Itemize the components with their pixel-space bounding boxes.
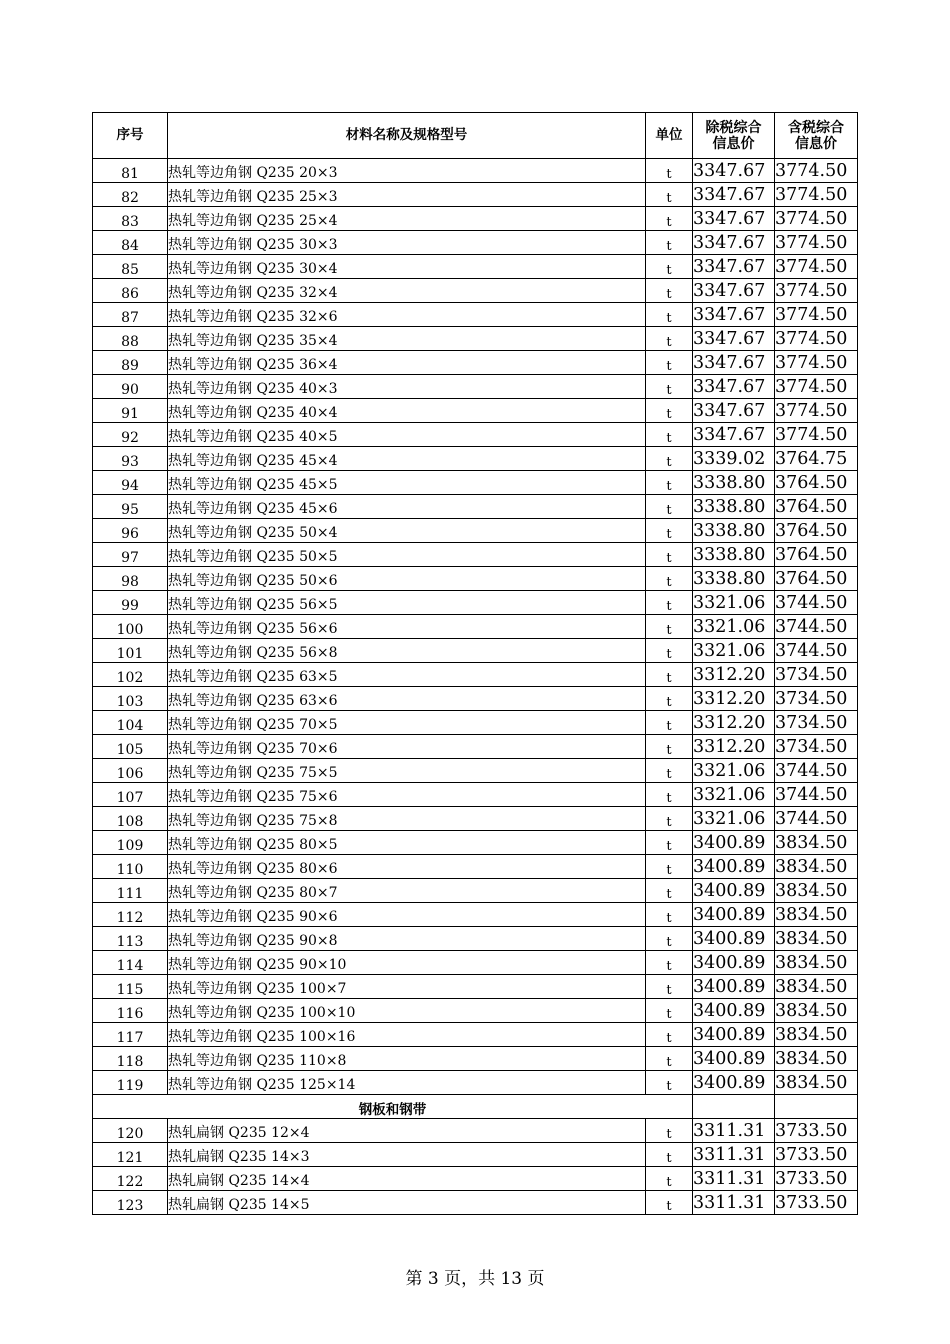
row-price-ex-tax: 3347.67: [693, 351, 775, 375]
row-unit: t: [646, 1191, 693, 1215]
row-seq: 90: [93, 375, 168, 399]
row-price-ex-tax: 3400.89: [693, 927, 775, 951]
row-seq: 120: [93, 1119, 168, 1143]
header-name: 材料名称及规格型号: [168, 113, 646, 159]
row-material-name: 热轧等边角钢 Q235 80×7: [168, 879, 646, 903]
row-material-name: 热轧等边角钢 Q235 56×8: [168, 639, 646, 663]
row-seq: 104: [93, 711, 168, 735]
table-row: [93, 567, 858, 591]
table-row: [93, 1047, 858, 1071]
row-material-name: 热轧等边角钢 Q235 40×3: [168, 375, 646, 399]
table-row: [93, 951, 858, 975]
row-material-name: 热轧等边角钢 Q235 75×5: [168, 759, 646, 783]
row-material-name: 热轧等边角钢 Q235 30×3: [168, 231, 646, 255]
row-price-inc-tax: 3733.50: [775, 1191, 858, 1215]
row-price-ex-tax: 3321.06: [693, 783, 775, 807]
row-unit: t: [646, 447, 693, 471]
row-material-name: 热轧扁钢 Q235 14×3: [168, 1143, 646, 1167]
header-price-inc-tax: [775, 113, 858, 159]
row-unit: t: [646, 783, 693, 807]
table-row: [93, 159, 858, 183]
row-unit: t: [646, 471, 693, 495]
row-material-name: 热轧扁钢 Q235 14×5: [168, 1191, 646, 1215]
row-price-inc-tax: 3744.50: [775, 591, 858, 615]
row-material-name: 热轧等边角钢 Q235 50×6: [168, 567, 646, 591]
table-row: [93, 327, 858, 351]
row-price-ex-tax: 3339.02: [693, 447, 775, 471]
row-seq: 92: [93, 423, 168, 447]
header-price-ex-tax-line2: 信息价: [712, 135, 755, 152]
row-price-inc-tax: 3764.50: [775, 495, 858, 519]
row-price-inc-tax: 3834.50: [775, 975, 858, 999]
row-material-name: 热轧等边角钢 Q235 50×5: [168, 543, 646, 567]
row-material-name: 热轧等边角钢 Q235 45×5: [168, 471, 646, 495]
table-row: [93, 663, 858, 687]
row-price-ex-tax: 3311.31: [693, 1143, 775, 1167]
row-price-ex-tax: 3321.06: [693, 615, 775, 639]
table-row: [93, 927, 858, 951]
row-material-name: 热轧扁钢 Q235 12×4: [168, 1119, 646, 1143]
table-row: [93, 903, 858, 927]
row-seq: 107: [93, 783, 168, 807]
row-material-name: 热轧等边角钢 Q235 35×4: [168, 327, 646, 351]
row-price-ex-tax: 3400.89: [693, 879, 775, 903]
row-price-ex-tax: 3400.89: [693, 1071, 775, 1095]
row-seq: 81: [93, 159, 168, 183]
row-seq: 82: [93, 183, 168, 207]
row-unit: t: [646, 903, 693, 927]
row-material-name: 热轧等边角钢 Q235 100×7: [168, 975, 646, 999]
row-price-inc-tax: 3744.50: [775, 615, 858, 639]
row-seq: 117: [93, 1023, 168, 1047]
row-price-inc-tax: 3774.50: [775, 159, 858, 183]
table-row: [93, 807, 858, 831]
table-row: [93, 231, 858, 255]
row-price-ex-tax: 3400.89: [693, 999, 775, 1023]
row-material-name: 热轧等边角钢 Q235 110×8: [168, 1047, 646, 1071]
header-price-ex-tax-line1: 除税综合: [705, 119, 762, 136]
page-footer: 第 3 页，共 13 页: [405, 1269, 545, 1289]
row-unit: t: [646, 159, 693, 183]
row-price-inc-tax: 3834.50: [775, 1071, 858, 1095]
row-price-ex-tax: 3338.80: [693, 519, 775, 543]
row-material-name: 热轧等边角钢 Q235 20×3: [168, 159, 646, 183]
row-price-inc-tax: 3834.50: [775, 855, 858, 879]
row-price-inc-tax: 3733.50: [775, 1143, 858, 1167]
row-material-name: 热轧等边角钢 Q235 80×6: [168, 855, 646, 879]
row-price-inc-tax: 3764.50: [775, 543, 858, 567]
row-price-inc-tax: 3744.50: [775, 639, 858, 663]
row-price-ex-tax: 3347.67: [693, 255, 775, 279]
table-row: [93, 1143, 858, 1167]
row-seq: 94: [93, 471, 168, 495]
row-unit: t: [646, 399, 693, 423]
row-unit: t: [646, 927, 693, 951]
row-material-name: 热轧等边角钢 Q235 36×4: [168, 351, 646, 375]
table-row: [93, 447, 858, 471]
row-unit: t: [646, 519, 693, 543]
row-price-inc-tax: 3774.50: [775, 375, 858, 399]
row-seq: 102: [93, 663, 168, 687]
row-material-name: 热轧等边角钢 Q235 45×4: [168, 447, 646, 471]
table-body: [93, 159, 858, 1215]
row-price-inc-tax: 3764.50: [775, 471, 858, 495]
row-seq: 89: [93, 351, 168, 375]
row-price-ex-tax: 3347.67: [693, 231, 775, 255]
row-price-ex-tax: 3312.20: [693, 687, 775, 711]
row-seq: 105: [93, 735, 168, 759]
row-price-inc-tax: 3834.50: [775, 1047, 858, 1071]
row-price-ex-tax: 3400.89: [693, 855, 775, 879]
row-material-name: 热轧等边角钢 Q235 90×6: [168, 903, 646, 927]
row-seq: 91: [93, 399, 168, 423]
row-unit: t: [646, 879, 693, 903]
row-seq: 95: [93, 495, 168, 519]
row-price-ex-tax: 3347.67: [693, 327, 775, 351]
row-unit: t: [646, 735, 693, 759]
row-material-name: 热轧等边角钢 Q235 56×6: [168, 615, 646, 639]
row-price-ex-tax: 3347.67: [693, 375, 775, 399]
table-row: [93, 999, 858, 1023]
row-price-inc-tax: 3834.50: [775, 903, 858, 927]
table-row: [93, 1071, 858, 1095]
row-seq: 100: [93, 615, 168, 639]
row-material-name: 热轧等边角钢 Q235 25×3: [168, 183, 646, 207]
section-row: [93, 1095, 858, 1119]
row-price-ex-tax: 3338.80: [693, 495, 775, 519]
table-row: [93, 543, 858, 567]
row-unit: t: [646, 711, 693, 735]
row-price-ex-tax: 3400.89: [693, 1023, 775, 1047]
row-price-ex-tax: 3347.67: [693, 159, 775, 183]
row-price-inc-tax: 3764.50: [775, 519, 858, 543]
row-price-inc-tax: 3774.50: [775, 279, 858, 303]
header-price-inc-tax-line1: 含税综合: [788, 119, 844, 136]
row-seq: 96: [93, 519, 168, 543]
row-material-name: 热轧等边角钢 Q235 63×6: [168, 687, 646, 711]
table-row: [93, 1167, 858, 1191]
table-row: [93, 879, 858, 903]
table-row: [93, 759, 858, 783]
row-unit: t: [646, 663, 693, 687]
header-price-inc-tax-line2: 信息价: [795, 135, 837, 152]
row-unit: t: [646, 495, 693, 519]
row-material-name: 热轧等边角钢 Q235 75×8: [168, 807, 646, 831]
row-price-inc-tax: 3834.50: [775, 927, 858, 951]
section-empty-cell: [775, 1095, 858, 1119]
table-row: [93, 255, 858, 279]
row-material-name: 热轧等边角钢 Q235 56×5: [168, 591, 646, 615]
row-price-ex-tax: 3312.20: [693, 735, 775, 759]
row-unit: t: [646, 327, 693, 351]
row-material-name: 热轧等边角钢 Q235 50×4: [168, 519, 646, 543]
row-price-ex-tax: 3347.67: [693, 423, 775, 447]
row-price-ex-tax: 3321.06: [693, 639, 775, 663]
row-price-inc-tax: 3764.75: [775, 447, 858, 471]
row-seq: 99: [93, 591, 168, 615]
row-unit: t: [646, 999, 693, 1023]
row-seq: 97: [93, 543, 168, 567]
row-price-inc-tax: 3834.50: [775, 831, 858, 855]
row-price-inc-tax: 3774.50: [775, 327, 858, 351]
row-seq: 111: [93, 879, 168, 903]
row-unit: t: [646, 255, 693, 279]
table-row: [93, 855, 858, 879]
row-price-inc-tax: 3734.50: [775, 711, 858, 735]
row-seq: 110: [93, 855, 168, 879]
row-unit: t: [646, 639, 693, 663]
row-material-name: 热轧等边角钢 Q235 70×6: [168, 735, 646, 759]
row-seq: 123: [93, 1191, 168, 1215]
row-material-name: 热轧等边角钢 Q235 100×16: [168, 1023, 646, 1047]
row-material-name: 热轧等边角钢 Q235 40×5: [168, 423, 646, 447]
row-seq: 116: [93, 999, 168, 1023]
row-unit: t: [646, 303, 693, 327]
row-price-inc-tax: 3733.50: [775, 1167, 858, 1191]
row-unit: t: [646, 1071, 693, 1095]
table-row: [93, 1191, 858, 1215]
row-price-ex-tax: 3321.06: [693, 759, 775, 783]
row-unit: t: [646, 543, 693, 567]
row-seq: 88: [93, 327, 168, 351]
row-seq: 118: [93, 1047, 168, 1071]
table-row: [93, 1023, 858, 1047]
table-row: [93, 831, 858, 855]
row-price-inc-tax: 3774.50: [775, 351, 858, 375]
row-price-ex-tax: 3338.80: [693, 471, 775, 495]
header-unit: 单位: [646, 113, 693, 159]
row-price-inc-tax: 3834.50: [775, 951, 858, 975]
row-price-inc-tax: 3774.50: [775, 255, 858, 279]
row-seq: 103: [93, 687, 168, 711]
table-row: [93, 975, 858, 999]
row-material-name: 热轧等边角钢 Q235 80×5: [168, 831, 646, 855]
row-material-name: 热轧等边角钢 Q235 32×4: [168, 279, 646, 303]
row-material-name: 热轧等边角钢 Q235 70×5: [168, 711, 646, 735]
section-title: 钢板和钢带: [93, 1095, 693, 1119]
table-row: [93, 783, 858, 807]
table-row: [93, 615, 858, 639]
row-unit: t: [646, 1047, 693, 1071]
row-price-inc-tax: 3774.50: [775, 303, 858, 327]
table-row: [93, 495, 858, 519]
row-seq: 86: [93, 279, 168, 303]
row-material-name: 热轧等边角钢 Q235 100×10: [168, 999, 646, 1023]
row-unit: t: [646, 1119, 693, 1143]
row-unit: t: [646, 279, 693, 303]
row-material-name: 热轧等边角钢 Q235 75×6: [168, 783, 646, 807]
row-price-ex-tax: 3311.31: [693, 1167, 775, 1191]
table-row: [93, 303, 858, 327]
row-price-inc-tax: 3774.50: [775, 399, 858, 423]
row-seq: 87: [93, 303, 168, 327]
row-price-inc-tax: 3744.50: [775, 807, 858, 831]
row-price-ex-tax: 3338.80: [693, 543, 775, 567]
row-unit: t: [646, 423, 693, 447]
row-price-inc-tax: 3774.50: [775, 183, 858, 207]
row-seq: 109: [93, 831, 168, 855]
table-row: [93, 1119, 858, 1143]
table-row: [93, 711, 858, 735]
row-unit: t: [646, 567, 693, 591]
table-row: [93, 591, 858, 615]
table-row: [93, 423, 858, 447]
row-material-name: 热轧扁钢 Q235 14×4: [168, 1167, 646, 1191]
row-price-inc-tax: 3774.50: [775, 423, 858, 447]
header-seq: 序号: [93, 113, 168, 159]
row-unit: t: [646, 231, 693, 255]
row-seq: 84: [93, 231, 168, 255]
section-empty-cell: [693, 1095, 775, 1119]
row-seq: 122: [93, 1167, 168, 1191]
table-row: [93, 375, 858, 399]
row-price-ex-tax: 3311.31: [693, 1119, 775, 1143]
row-price-ex-tax: 3347.67: [693, 183, 775, 207]
row-seq: 115: [93, 975, 168, 999]
row-material-name: 热轧等边角钢 Q235 90×10: [168, 951, 646, 975]
row-unit: t: [646, 591, 693, 615]
row-material-name: 热轧等边角钢 Q235 90×8: [168, 927, 646, 951]
row-price-ex-tax: 3312.20: [693, 663, 775, 687]
row-price-inc-tax: 3834.50: [775, 999, 858, 1023]
row-price-inc-tax: 3834.50: [775, 879, 858, 903]
table-row: [93, 687, 858, 711]
row-price-ex-tax: 3400.89: [693, 1047, 775, 1071]
row-price-inc-tax: 3774.50: [775, 207, 858, 231]
row-price-ex-tax: 3321.06: [693, 807, 775, 831]
row-unit: t: [646, 975, 693, 999]
row-material-name: 热轧等边角钢 Q235 125×14: [168, 1071, 646, 1095]
row-price-ex-tax: 3338.80: [693, 567, 775, 591]
row-unit: t: [646, 831, 693, 855]
row-seq: 108: [93, 807, 168, 831]
row-seq: 112: [93, 903, 168, 927]
row-price-ex-tax: 3400.89: [693, 951, 775, 975]
row-seq: 93: [93, 447, 168, 471]
row-material-name: 热轧等边角钢 Q235 25×4: [168, 207, 646, 231]
row-price-inc-tax: 3734.50: [775, 687, 858, 711]
row-seq: 119: [93, 1071, 168, 1095]
row-seq: 101: [93, 639, 168, 663]
table-row: [93, 207, 858, 231]
table-row: [93, 351, 858, 375]
row-seq: 83: [93, 207, 168, 231]
row-unit: t: [646, 855, 693, 879]
row-seq: 121: [93, 1143, 168, 1167]
table-row: [93, 183, 858, 207]
row-price-ex-tax: 3400.89: [693, 975, 775, 999]
header-row: [93, 113, 858, 159]
row-price-inc-tax: 3834.50: [775, 1023, 858, 1047]
row-seq: 98: [93, 567, 168, 591]
row-seq: 85: [93, 255, 168, 279]
row-unit: t: [646, 807, 693, 831]
table-row: [93, 519, 858, 543]
row-price-inc-tax: 3744.50: [775, 759, 858, 783]
row-material-name: 热轧等边角钢 Q235 45×6: [168, 495, 646, 519]
row-price-inc-tax: 3774.50: [775, 231, 858, 255]
row-price-ex-tax: 3311.31: [693, 1191, 775, 1215]
row-price-inc-tax: 3764.50: [775, 567, 858, 591]
row-unit: t: [646, 615, 693, 639]
row-seq: 113: [93, 927, 168, 951]
row-material-name: 热轧等边角钢 Q235 32×6: [168, 303, 646, 327]
table-row: [93, 735, 858, 759]
row-seq: 114: [93, 951, 168, 975]
row-material-name: 热轧等边角钢 Q235 40×4: [168, 399, 646, 423]
row-price-inc-tax: 3733.50: [775, 1119, 858, 1143]
row-price-ex-tax: 3321.06: [693, 591, 775, 615]
row-unit: t: [646, 183, 693, 207]
row-price-ex-tax: 3347.67: [693, 207, 775, 231]
row-price-ex-tax: 3347.67: [693, 303, 775, 327]
row-price-ex-tax: 3347.67: [693, 399, 775, 423]
row-price-ex-tax: 3347.67: [693, 279, 775, 303]
row-unit: t: [646, 759, 693, 783]
price-table: [92, 112, 858, 1215]
row-unit: t: [646, 207, 693, 231]
row-unit: t: [646, 1143, 693, 1167]
header-price-ex-tax: [693, 113, 775, 159]
table-row: [93, 279, 858, 303]
row-unit: t: [646, 1023, 693, 1047]
row-price-ex-tax: 3400.89: [693, 903, 775, 927]
row-unit: t: [646, 687, 693, 711]
row-price-inc-tax: 3744.50: [775, 783, 858, 807]
row-material-name: 热轧等边角钢 Q235 30×4: [168, 255, 646, 279]
row-price-ex-tax: 3312.20: [693, 711, 775, 735]
table-row: [93, 471, 858, 495]
row-price-inc-tax: 3734.50: [775, 663, 858, 687]
table-row: [93, 399, 858, 423]
row-seq: 106: [93, 759, 168, 783]
row-material-name: 热轧等边角钢 Q235 63×5: [168, 663, 646, 687]
row-price-ex-tax: 3400.89: [693, 831, 775, 855]
table-row: [93, 639, 858, 663]
row-unit: t: [646, 375, 693, 399]
row-unit: t: [646, 1167, 693, 1191]
row-unit: t: [646, 351, 693, 375]
row-price-inc-tax: 3734.50: [775, 735, 858, 759]
row-unit: t: [646, 951, 693, 975]
